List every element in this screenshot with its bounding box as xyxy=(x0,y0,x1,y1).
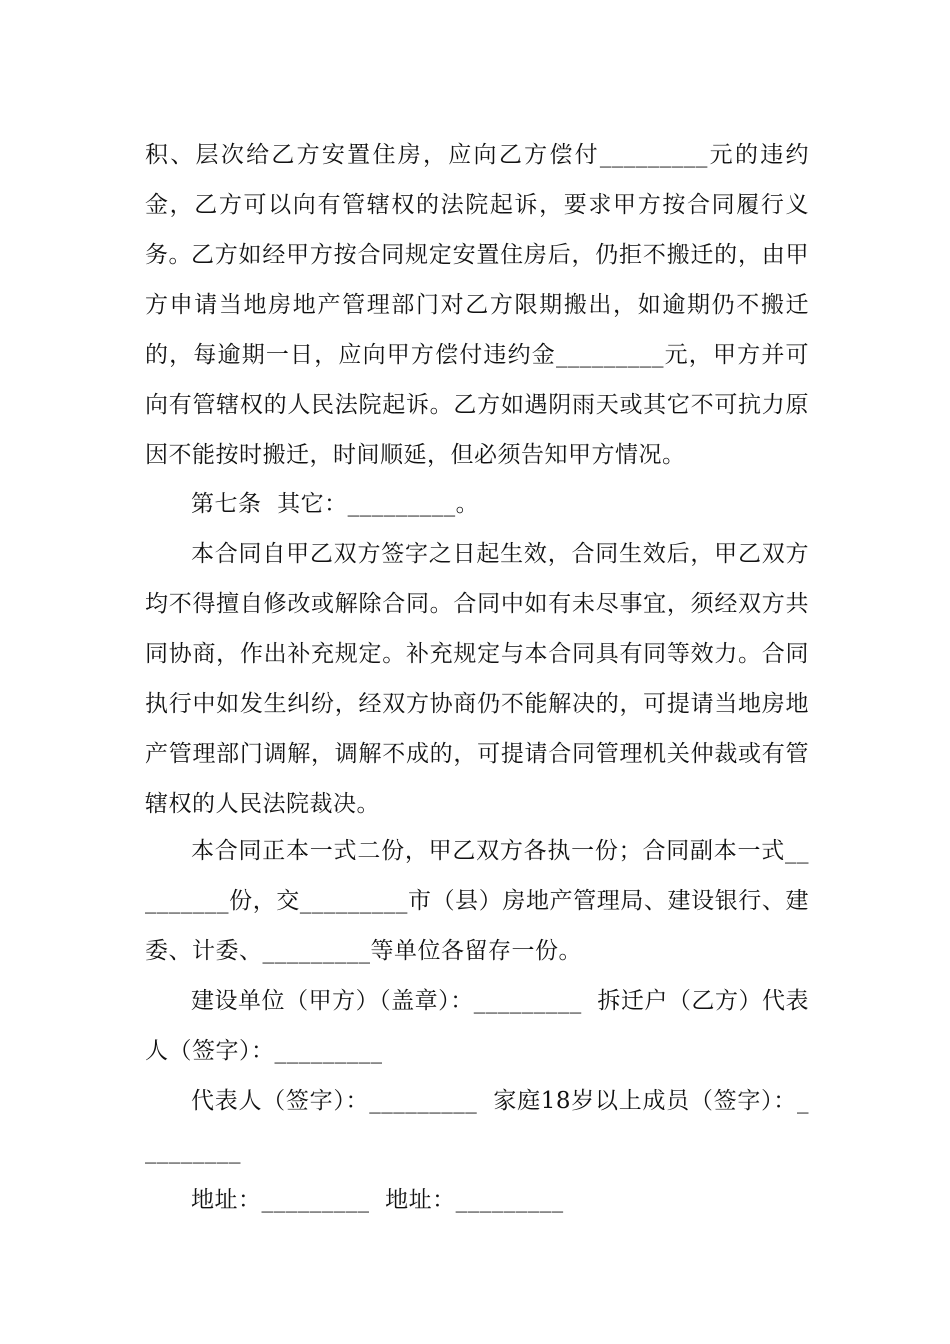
paragraph-breach-compensation: 积、层次给乙方安置住房，应向乙方偿付_________元的违约金，乙方可以向有管辖权的法院起诉，要求甲方按合同履行义务。 xyxy=(145,142,809,268)
paragraph-copies: 本合同正本一式二份，甲乙双方各执一份；合同副本一式_________份，交_________市（县）房地产管理局、建设银行、建委、计委、_________等单位各留存一份。 xyxy=(145,838,809,964)
address-line: 地址：_________ 地址：_________ xyxy=(191,1187,564,1213)
paragraph-contract-effect: 本合同自甲乙双方签字之日起生效，合同生效后，甲乙双方均不得擅自修改或解除合同。合同中如有未尽事宜，须经双方共同协商，作出补充规定。补充规定与本合同具有同等效力。合同执行中如发生纠纷，经双方协商仍不能解决的，可提请当地房地产管理部门调解，调解不成的，可提请合同管理机关仲裁或有管辖权的人民法院裁决。 xyxy=(145,541,809,817)
paragraph-article-seven: 第七条 其它：_________。 xyxy=(191,491,480,517)
signature-line-party-a: 建设单位（甲方）（盖章）：_________ 拆迁户（乙方）代表人（签字）：_________ xyxy=(145,988,809,1064)
paragraph-relocation-refusal: 乙方如经甲方按合同规定安置住房后，仍拒不搬迁的，由甲方申请当地房地产管理部门对乙方限期搬出，如逾期仍不搬迁的，每逾期一日，应向甲方偿付违约金_________元，甲方并可向有管辖权的人民法院起诉。乙方如遇阴雨天或其它不可抗力原因不能按时搬迁，时间顺延，但必须告知甲方情况。 xyxy=(145,242,809,468)
signature-line-representative: 代表人（签字）：_________ 家庭18岁以上成员（签字）：_________ xyxy=(145,1088,809,1164)
